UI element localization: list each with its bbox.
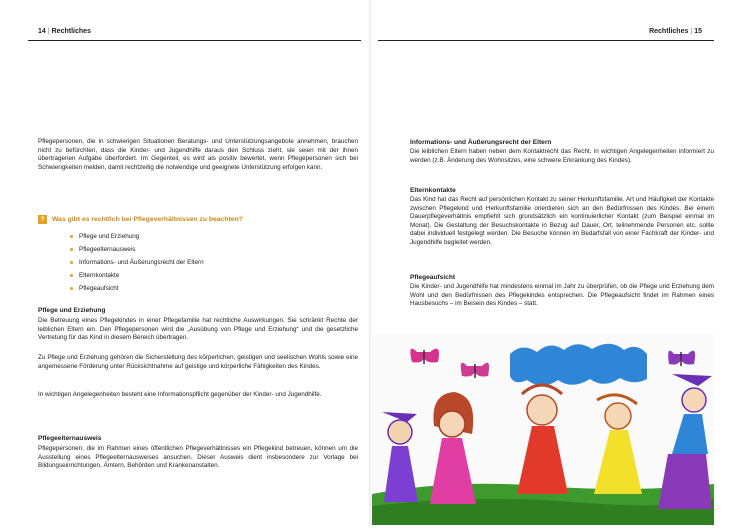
intro-paragraph: Pflegepersonen, die in schwierigen Situationen Beratungs- und Unterstützungsangebote annehmen, brauchen nicht zu befürchten, dass die Kinder- und Jugendhilfe daraus den Schluss zieht, sie seien mit der ihnen übertragenen Aufgabe überfordert. Im Gegenteil, es wird als positiv bewertet, wenn Pflegepersonen sich bei Schwierigkeiten melden, damit rechtzeitig die notwendige und geeignete Unterstützung erfolgen kann.: [38, 138, 358, 171]
left-header-title: Rechtliches: [51, 28, 91, 35]
cloud-shape: [510, 344, 647, 386]
child-drawing: [372, 334, 714, 525]
child-figure-3: [517, 385, 568, 494]
child-figure-2: [430, 392, 476, 504]
bullet-icon: [70, 274, 73, 277]
ausweis-heading: Pflegeelternausweis: [38, 435, 102, 442]
butterfly-middle: [461, 363, 489, 378]
list-item: Pflegeaufsicht: [70, 282, 204, 295]
page-gutter: [369, 0, 371, 525]
left-page-number: 14: [38, 28, 46, 35]
right-page-number: 15: [694, 28, 702, 35]
ausweis-paragraph: Pflegepersonen, die im Rahmen eines öffentlichen Pflegeverhältnisses ein Pflegekind betreuen, können um die Ausstellung eines Pflegeelternausweises ansuchen. Dieser Ausweis dient insbesondere zur Vorlage bei Bildungseinrichtungen, Ämtern, Behörden und Krankenanstalten.: [38, 445, 358, 470]
bullet-icon: [70, 248, 73, 251]
list-item: Pflege und Erziehung: [70, 230, 204, 243]
bullet-icon: [70, 287, 73, 290]
header-separator: |: [690, 28, 693, 35]
left-page-header: [38, 28, 91, 35]
right-header-rule: [378, 40, 714, 41]
kontakt-heading: Elternkontakte: [410, 187, 456, 194]
child-figure-1: [382, 412, 418, 502]
aufsicht-heading: Pflegeaufsicht: [410, 274, 456, 281]
question-text: Was gibt es rechtlich bei Pflegeverhältnissen zu beachten?: [52, 216, 243, 223]
kontakt-paragraph: Das Kind hat das Recht auf persönlichen Kontakt zu seiner Herkunftsfamilie. Art und Häufigkeit der Kontakte zwischen Pflegekind und Herkunftsfamilie orientieren sich an den Bedürfnissen des Kindes. Bei einem Dauerpflegeverhältnis empfiehlt sich grundsätzlich ein kontinuierlicher Kontakt (zum Beispiel einmal im Monat). Die Gestaltung der Besuchskontakte in Bezug auf Dauer, Ort, teilnehmende Personen etc. sollte dabei individuell festgelegt werden. Die Besuche können im Bedarfsfall von einer Fachkraft der Kinder- und Jugendhilfe begleitet werden.: [410, 196, 714, 246]
child-drawing-illustration: [372, 334, 714, 525]
right-page-header: [649, 28, 702, 35]
butterfly-right: [668, 351, 695, 366]
info-paragraph: Die leiblichen Eltern haben neben dem Kontaktrecht das Recht, in wichtigen Angelegenheiten informiert zu werden (z.B. Änderung des Wohnsitzes, eine schwere Erkrankung des Kindes).: [410, 148, 714, 164]
butterfly-left: [410, 349, 439, 364]
header-separator: |: [47, 28, 50, 35]
pflege-paragraph-3: In wichtigen Angelegenheiten besteht eine Informationspflicht gegenüber der Kinder- und Jugendhilfe.: [38, 391, 322, 398]
pflege-paragraph-1: Die Betreuung eines Pflegekindes in einer Pflegefamilie hat rechtliche Auswirkungen. Sie schränkt Rechte der leiblichen Eltern ein. Den Pflegepersonen wird die „Ausübung von Pflege und Erziehung“ und die gesetzliche Vertretung für das Kind in diesem Bereich übertragen.: [38, 317, 358, 342]
bullet-icon: [70, 235, 73, 238]
question-box: [38, 215, 243, 224]
topic-list: [70, 230, 204, 295]
bullet-icon: [70, 261, 73, 264]
child-figure-5: [658, 374, 712, 509]
info-heading: Informations- und Äußerungsrecht der Eltern: [410, 139, 552, 146]
right-header-title: Rechtliches: [649, 28, 689, 35]
left-header-rule: [28, 40, 361, 41]
list-item: Elternkontakte: [70, 269, 204, 282]
aufsicht-paragraph: Die Kinder- und Jugendhilfe hat mindestens einmal im Jahr zu überprüfen, ob die Pflege und Erziehung dem Wohl und den Bedürfnissen des Pflegekindes entsprechen. Die Pflegeaufsicht findet im Rahmen eines Hausbesuchs – im Beisein des Kindes – statt.: [410, 283, 714, 308]
pflege-heading: Pflege und Erziehung: [38, 307, 106, 314]
list-item: Pflegeelternausweis: [70, 243, 204, 256]
question-icon: ?: [38, 215, 47, 224]
list-item: Informations- und Äußerungsrecht der Eltern: [70, 256, 204, 269]
child-figure-4: [594, 395, 642, 494]
pflege-paragraph-2: Zu Pflege und Erziehung gehören die Sicherstellung des körperlichen, geistigen und seelischen Wohls sowie eine angemessene Förderung unter Rücksichtnahme auf geistige und körperliche Fähigkeiten des Kindes.: [38, 354, 358, 370]
